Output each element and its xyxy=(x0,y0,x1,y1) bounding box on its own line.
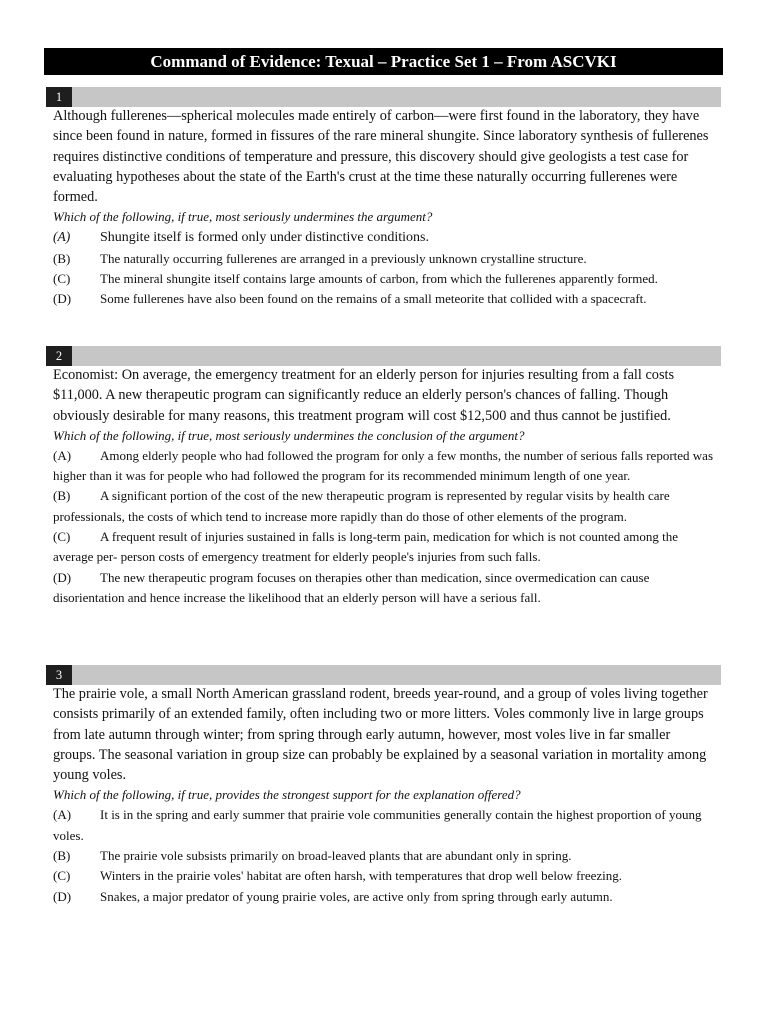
question-3 xyxy=(53,684,715,907)
page-title: Command of Evidence: Texual – Practice Set 1 – From ASCVKI xyxy=(44,48,723,75)
question-2 xyxy=(53,365,715,608)
choice-text: Snakes, a major predator of young prairie voles, are active only from spring through early autumn. xyxy=(100,888,613,904)
answer-choice-a xyxy=(53,805,715,846)
choice-letter: (B) xyxy=(53,250,71,266)
question-number: 1 xyxy=(46,87,72,107)
choice-letter: (B) xyxy=(53,488,71,504)
choice-text: Winters in the prairie voles' habitat are often harsh, with temperatures that drop well below freezing. xyxy=(100,868,622,884)
question-prompt: Which of the following, if true, most seriously undermines the conclusion of the argument? xyxy=(53,427,525,443)
answer-choice-c xyxy=(53,527,715,568)
question-1 xyxy=(53,106,715,310)
choice-text: Shungite itself is formed only under distinctive conditions. xyxy=(100,230,429,246)
choice-letter: (B) xyxy=(53,848,71,864)
choice-text: It is in the spring and early summer that prairie vole communities generally contain the highest proportion of young voles. xyxy=(53,807,702,843)
choice-text: The new therapeutic program focuses on therapies other than medication, since overmedication can cause disorientation and hence increase the likelihood that an elderly person will have a serious fall. xyxy=(53,569,650,605)
choice-letter: (D) xyxy=(53,569,72,585)
choice-text: A frequent result of injuries sustained in falls is long-term pain, medication for which is not counted among the average per- person costs of emergency treatment for elderly people's injuries from such falls. xyxy=(53,529,679,565)
choice-letter: (A) xyxy=(53,447,72,463)
question-number: 3 xyxy=(46,665,72,685)
question-stem: Although fullerenes—spherical molecules made entirely of carbon—were first found in the laboratory, they have since been found in nature, formed in fissures of the rare mineral shungite. Since laboratory synthesis of fullerenes requires distinctive conditions of temperature and pressure, this discovery should give geologists a test case for evaluating hypotheses about the state of the Earth's crust at the time these naturally occurring fullerenes were formed. xyxy=(53,108,709,206)
answer-choice-a xyxy=(53,227,715,248)
choice-letter: (D) xyxy=(53,888,72,904)
question-2-header xyxy=(46,346,721,366)
question-prompt: Which of the following, if true, most seriously undermines the argument? xyxy=(53,209,433,225)
choice-letter: (A) xyxy=(53,229,71,245)
choice-text: The prairie vole subsists primarily on broad-leaved plants that are abundant only in spring. xyxy=(100,848,572,864)
answer-choice-d xyxy=(53,887,715,907)
answer-choice-b xyxy=(53,846,715,866)
choice-text: Some fullerenes have also been found on the remains of a small meteorite that collided with a spacecraft. xyxy=(100,291,647,307)
answer-choice-d xyxy=(53,289,715,309)
answer-choice-d xyxy=(53,568,715,609)
question-stem: Economist: On average, the emergency treatment for an elderly person for injuries resulting from a fall costs $11,000. A new therapeutic program can significantly reduce an elderly person's chances of falling. Though obviously desirable for many reasons, this treatment program will cost $12,500 and thus cannot be justified. xyxy=(53,367,675,424)
question-stem: The prairie vole, a small North American grassland rodent, breeds year-round, and a group of voles living together consists primarily of an extended family, often including two or more litters. Voles commonly live in large groups from late autumn through winter; from spring through early autumn, however, most voles live in far smaller groups. The seasonal variation in group size can probably be explained by a seasonal variation in mortality among young voles. xyxy=(53,686,708,784)
answer-choice-c xyxy=(53,866,715,886)
choice-letter: (D) xyxy=(53,291,72,307)
choice-letter: (C) xyxy=(53,868,71,884)
choice-letter: (C) xyxy=(53,529,71,545)
answer-choice-c xyxy=(53,269,715,289)
question-3-header xyxy=(46,665,721,685)
choice-letter: (C) xyxy=(53,271,71,287)
choice-text: The naturally occurring fullerenes are arranged in a previously unknown crystalline structure. xyxy=(100,250,587,266)
question-number: 2 xyxy=(46,346,72,366)
question-prompt: Which of the following, if true, provides the strongest support for the explanation offered? xyxy=(53,787,521,803)
answer-choice-b xyxy=(53,486,715,527)
choice-letter: (A) xyxy=(53,807,72,823)
choice-text: Among elderly people who had followed the program for only a few months, the number of serious falls reported was higher than it was for people who had followed the program for its recommended minimum length of one year. xyxy=(53,447,714,484)
choice-text: A significant portion of the cost of the new therapeutic program is represented by regular visits by health care professionals, the costs of which tend to increase more rapidly than do those of other elements of the program. xyxy=(53,488,670,524)
answer-choice-a xyxy=(53,446,715,487)
answer-choice-b xyxy=(53,249,715,269)
question-1-header xyxy=(46,87,721,107)
choice-text: The mineral shungite itself contains large amounts of carbon, from which the fullerenes apparently formed. xyxy=(100,271,658,287)
